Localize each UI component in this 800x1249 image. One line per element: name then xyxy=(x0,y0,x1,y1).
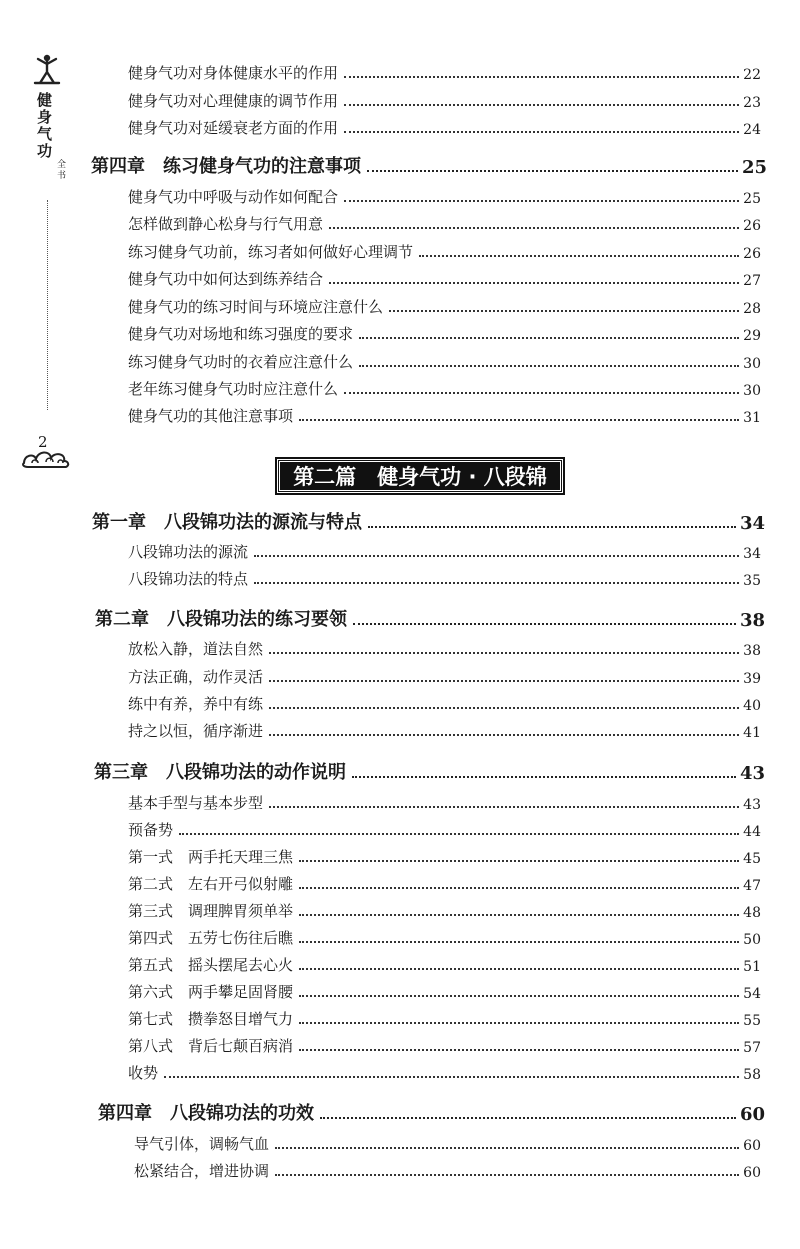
dot-leader xyxy=(269,734,739,736)
toc-chapter[interactable] xyxy=(92,508,765,534)
toc-entry-title: 方法正确，动作灵活 xyxy=(128,668,264,686)
book-title-char: 身 xyxy=(37,108,53,126)
dot-leader xyxy=(299,419,739,421)
toc-entry-page: 26 xyxy=(743,218,761,234)
toc-entry-title: 八段锦功法的源流 xyxy=(128,543,249,561)
toc-entry-page: 57 xyxy=(743,1040,761,1056)
toc-entry-page: 51 xyxy=(743,959,761,975)
dot-leader xyxy=(269,652,739,654)
toc-entry[interactable] xyxy=(128,873,761,894)
toc-chapter[interactable] xyxy=(94,758,765,784)
book-title-char: 功 xyxy=(37,142,53,160)
toc-entry[interactable] xyxy=(134,1133,761,1154)
dot-leader xyxy=(329,227,739,229)
toc-entry-page: 54 xyxy=(743,986,761,1002)
dot-leader xyxy=(344,76,739,78)
page-margin xyxy=(0,0,80,1249)
toc-entry-page: 41 xyxy=(743,725,761,741)
toc-entry-page: 30 xyxy=(743,356,761,372)
dot-leader xyxy=(329,282,739,284)
toc-entry-title: 八段锦功法的特点 xyxy=(128,570,249,588)
dot-leader xyxy=(164,1076,739,1078)
toc-entry-title: 练习健身气功时的衣着应注意什么 xyxy=(128,353,354,371)
toc-entry-page: 31 xyxy=(743,410,761,426)
toc-entry-page: 40 xyxy=(743,698,761,714)
dot-leader xyxy=(367,170,738,172)
dot-leader xyxy=(254,582,739,584)
toc-entry-page: 45 xyxy=(743,851,761,867)
toc-entry-title: 第四式 五劳七伤往后瞧 xyxy=(128,929,294,947)
dot-leader xyxy=(320,1117,736,1119)
book-subtitle-char: 全 xyxy=(57,160,67,170)
dot-leader xyxy=(269,707,739,709)
toc-entry-title: 基本手型与基本步型 xyxy=(128,794,264,812)
toc-entry-title: 健身气功对场地和练习强度的要求 xyxy=(128,325,354,343)
toc-entry-page: 55 xyxy=(743,1013,761,1029)
toc-entry[interactable] xyxy=(128,638,761,659)
toc-entry-title: 第一式 两手托天理三焦 xyxy=(128,848,294,866)
toc-entry[interactable] xyxy=(128,378,761,399)
dot-leader xyxy=(344,131,739,133)
toc-entry-page: 24 xyxy=(743,122,761,138)
toc-entry[interactable] xyxy=(128,541,761,562)
page-number: 2 xyxy=(38,433,48,451)
toc-entry-title: 第二式 左右开弓似射雕 xyxy=(128,875,294,893)
dot-leader xyxy=(275,1147,739,1149)
dot-leader xyxy=(359,365,739,367)
toc-entry-title: 预备势 xyxy=(128,821,174,839)
toc-entry[interactable] xyxy=(128,296,761,317)
dot-leader xyxy=(299,1049,739,1051)
toc-entry-page: 23 xyxy=(743,95,761,111)
book-title xyxy=(37,92,57,160)
toc-entry[interactable] xyxy=(128,693,761,714)
toc-entry[interactable] xyxy=(128,568,761,589)
dot-leader xyxy=(344,104,739,106)
toc-entry[interactable] xyxy=(128,1008,761,1029)
part-title-banner: 第二篇 健身气功 · 八段锦 xyxy=(277,459,563,493)
toc-entry[interactable] xyxy=(128,981,761,1002)
toc-entry-page: 27 xyxy=(743,273,761,289)
toc-entry[interactable] xyxy=(128,268,761,289)
dot-leader xyxy=(344,200,739,202)
toc-entry[interactable] xyxy=(134,1160,761,1181)
dot-leader xyxy=(299,887,739,889)
dot-leader xyxy=(368,526,736,528)
toc-entry-title: 健身气功对心理健康的调节作用 xyxy=(128,92,339,110)
toc-entry-title: 松紧结合，增进协调 xyxy=(134,1162,270,1180)
toc-entry-title: 健身气功的其他注意事项 xyxy=(128,407,294,425)
dot-leader xyxy=(299,1022,739,1024)
toc-entry[interactable] xyxy=(128,241,761,262)
toc-entry[interactable] xyxy=(128,62,761,83)
toc-entry-title: 健身气功中如何达到练养结合 xyxy=(128,270,324,288)
toc-entry-page: 58 xyxy=(743,1067,761,1083)
toc-entry-page: 26 xyxy=(743,246,761,262)
dot-leader xyxy=(389,310,739,312)
toc-entry-page: 30 xyxy=(743,383,761,399)
toc-entry-title: 练习健身气功前，练习者如何做好心理调节 xyxy=(128,243,414,261)
toc-entry[interactable] xyxy=(128,117,761,138)
toc-entry-title: 健身气功对身体健康水平的作用 xyxy=(128,64,339,82)
toc-entry-page: 25 xyxy=(743,191,761,207)
toc-entry-title: 第五式 摇头摆尾去心火 xyxy=(128,956,294,974)
toc-entry[interactable] xyxy=(128,186,761,207)
toc-entry[interactable] xyxy=(128,846,761,867)
toc-entry-page: 39 xyxy=(743,671,761,687)
toc-entry[interactable] xyxy=(128,819,761,840)
dot-leader xyxy=(254,555,739,557)
toc-chapter-title: 第四章 练习健身气功的注意事项 xyxy=(91,156,361,177)
dot-leader xyxy=(299,968,739,970)
toc-entry-page: 38 xyxy=(743,643,761,659)
toc-entry-page: 60 xyxy=(743,1138,761,1154)
toc-entry-page: 29 xyxy=(743,328,761,344)
dot-leader xyxy=(352,776,736,778)
dot-leader xyxy=(359,337,739,339)
toc-entry-page: 48 xyxy=(743,905,761,921)
toc-entry-page: 34 xyxy=(743,546,761,562)
toc-chapter-title: 第四章 八段锦功法的功效 xyxy=(98,1103,314,1124)
toc-entry-title: 第三式 调理脾胃须单举 xyxy=(128,902,294,920)
toc-entry[interactable] xyxy=(128,351,761,372)
toc-entry-page: 35 xyxy=(743,573,761,589)
toc-entry[interactable] xyxy=(128,405,761,426)
toc-chapter-page: 25 xyxy=(741,157,767,178)
cloud-ornament-icon xyxy=(20,447,72,469)
dot-leader xyxy=(299,914,739,916)
toc-chapter-page: 43 xyxy=(739,763,765,784)
toc-entry[interactable] xyxy=(128,1035,761,1056)
toc-entry-page: 43 xyxy=(743,797,761,813)
toc-entry-title: 健身气功对延缓衰老方面的作用 xyxy=(128,119,339,137)
dot-leader xyxy=(353,623,736,625)
toc-entry-title: 健身气功中呼吸与动作如何配合 xyxy=(128,188,339,206)
dot-leader xyxy=(179,833,739,835)
martial-figure-icon xyxy=(30,52,64,86)
dot-leader xyxy=(299,860,739,862)
toc-entry-page: 28 xyxy=(743,301,761,317)
toc-entry-title: 健身气功的练习时间与环境应注意什么 xyxy=(128,298,384,316)
toc-entry-title: 第八式 背后七颠百病消 xyxy=(128,1037,294,1055)
dot-leader xyxy=(269,680,739,682)
toc-entry[interactable] xyxy=(128,720,761,741)
toc-entry-title: 持之以恒，循序渐进 xyxy=(128,722,264,740)
toc-entry-page: 22 xyxy=(743,67,761,83)
toc-chapter[interactable] xyxy=(95,605,765,631)
toc-entry-title: 第六式 两手攀足固肾腰 xyxy=(128,983,294,1001)
toc-entry[interactable] xyxy=(128,927,761,948)
toc-entry-title: 老年练习健身气功时应注意什么 xyxy=(128,380,339,398)
toc-entry-title: 导气引体，调畅气血 xyxy=(134,1135,270,1153)
toc-entry-title: 怎样做到静心松身与行气用意 xyxy=(128,215,324,233)
toc-entry-title: 收势 xyxy=(128,1064,159,1082)
book-subtitle xyxy=(57,160,69,182)
toc-chapter-title: 第一章 八段锦功法的源流与特点 xyxy=(92,512,362,533)
toc-chapter[interactable] xyxy=(98,1099,765,1125)
book-title-char: 气 xyxy=(37,125,53,143)
dot-leader xyxy=(269,806,739,808)
book-subtitle-char: 书 xyxy=(57,171,67,181)
toc-entry-title: 第七式 攒拳怒目增气力 xyxy=(128,1010,294,1028)
dot-leader xyxy=(344,392,739,394)
toc-entry-page: 47 xyxy=(743,878,761,894)
dot-leader xyxy=(419,255,739,257)
toc-entry-page: 50 xyxy=(743,932,761,948)
dot-leader xyxy=(275,1174,739,1176)
toc-chapter-page: 38 xyxy=(739,610,765,631)
toc-entry[interactable] xyxy=(128,323,761,344)
book-title-char: 健 xyxy=(37,91,53,109)
toc-entry-page: 60 xyxy=(743,1165,761,1181)
toc-entry[interactable] xyxy=(128,900,761,921)
toc-entry-title: 练中有养，养中有练 xyxy=(128,695,264,713)
toc-entry-title: 放松入静，道法自然 xyxy=(128,640,264,658)
dot-leader xyxy=(299,995,739,997)
toc-chapter-title: 第二章 八段锦功法的练习要领 xyxy=(95,609,347,630)
toc-entry[interactable] xyxy=(128,792,761,813)
toc-chapter[interactable] xyxy=(91,152,767,178)
toc-entry[interactable] xyxy=(128,666,761,687)
toc-chapter-page: 34 xyxy=(739,513,765,534)
toc-entry[interactable] xyxy=(128,1062,761,1083)
margin-dotted-rule xyxy=(47,200,48,410)
toc-entry[interactable] xyxy=(128,213,761,234)
toc-chapter-title: 第三章 八段锦功法的动作说明 xyxy=(94,762,346,783)
toc-entry[interactable] xyxy=(128,954,761,975)
toc-entry[interactable] xyxy=(128,90,761,111)
toc-entry-page: 44 xyxy=(743,824,761,840)
dot-leader xyxy=(299,941,739,943)
toc-chapter-page: 60 xyxy=(739,1104,765,1125)
